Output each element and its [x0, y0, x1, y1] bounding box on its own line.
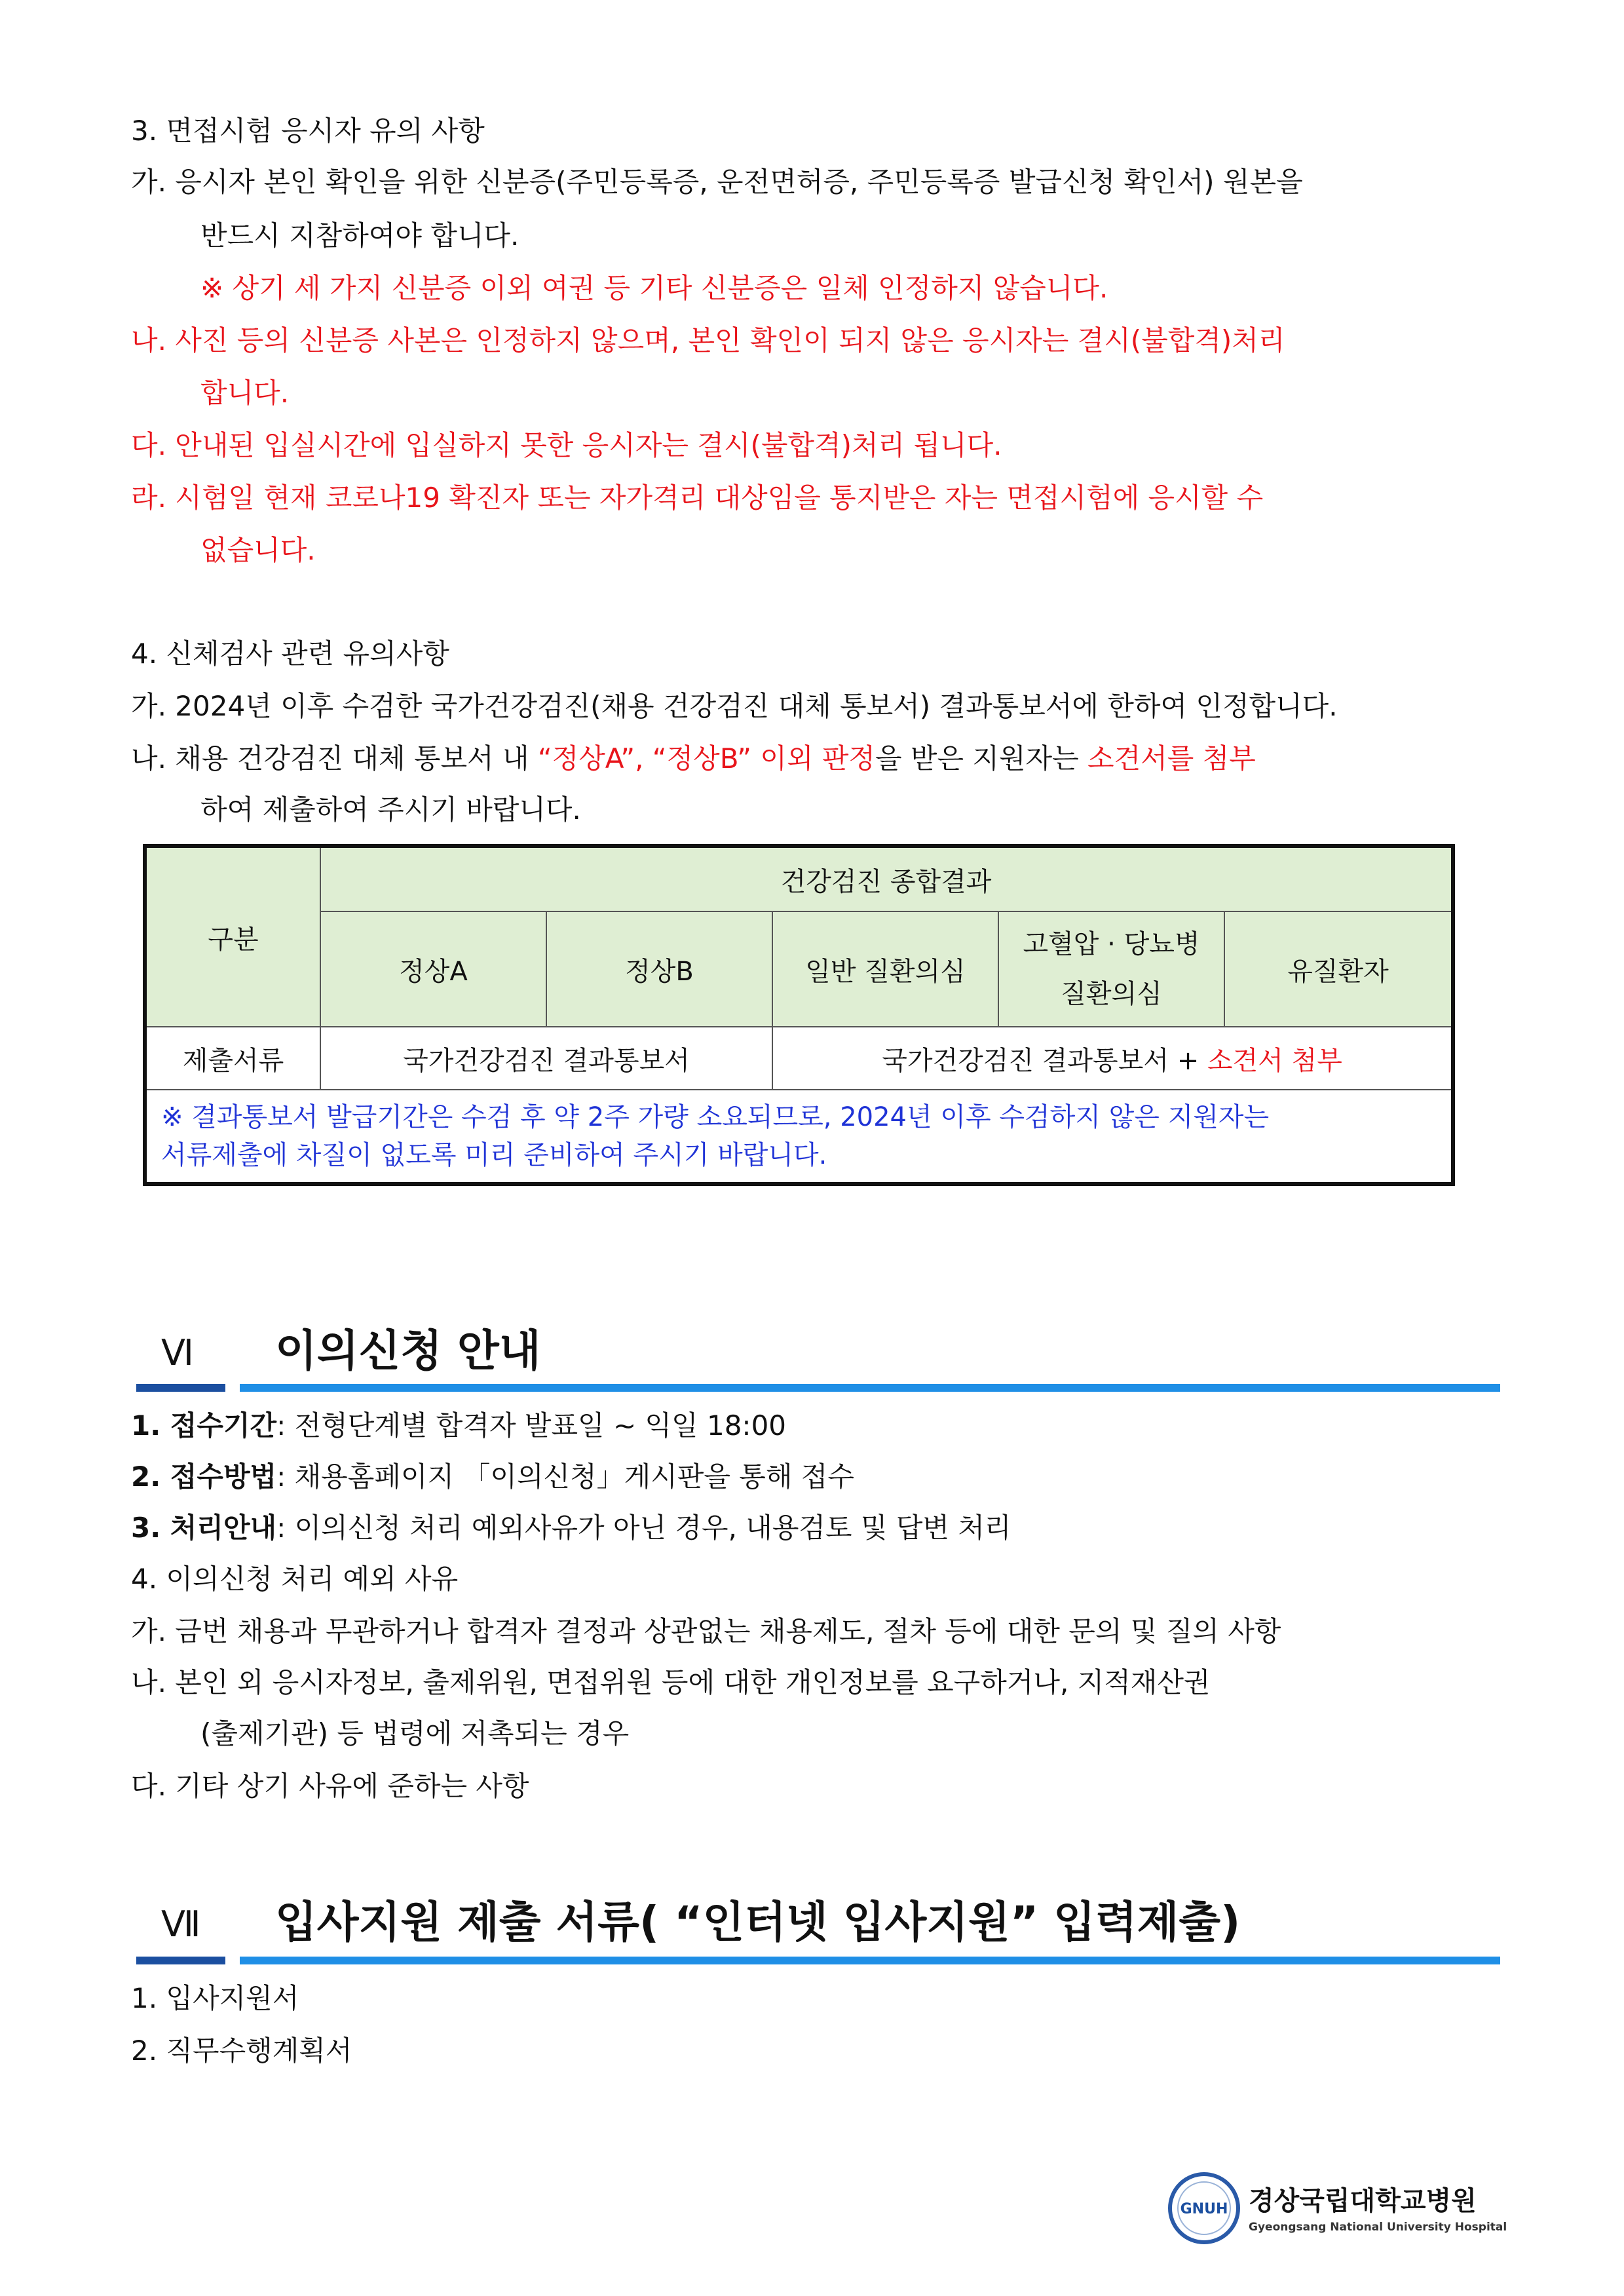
s3-ga-note: ※ 상기 세 가지 신분증 이외 여권 등 기타 신분증은 일체 인정하지 않습니다. — [200, 272, 1108, 304]
table-group-header: 건강검진 종합결과 — [320, 846, 1453, 911]
sec6-na-line1: 나. 본인 외 응시자정보, 출제위원, 면접위원 등에 대한 개인정보를 요구하거나, 지적재산권 — [131, 1666, 1211, 1698]
sec6-underline-short — [136, 1384, 225, 1392]
sec7-underline-short — [136, 1957, 225, 1964]
s4-ga: 가. 2024년 이후 수검한 국가건강검진(채용 건강검진 대체 통보서) 결과통보서에 한하여 인정합니다. — [131, 690, 1338, 722]
s3-na-line1: 나. 사진 등의 신분증 사본은 인정하지 않으며, 본인 확인이 되지 않은 응시자는 결시(불합격)처리 — [131, 324, 1285, 356]
s3-ga-line2: 반드시 지참하여야 합니다. — [200, 220, 519, 252]
logo-english-name: Gyeongsang National University Hospital — [1249, 2221, 1507, 2234]
table-header-hypertension-diabetes — [998, 911, 1224, 1027]
sec6-item2-text: : 채용홈페이지 「이의신청」게시판을 통해 접수 — [276, 1461, 854, 1493]
table-header-hypertension-line2: 질환의심 — [1061, 979, 1162, 1009]
table-cell-other-docs — [772, 1027, 1453, 1090]
sec7-underline-long — [240, 1957, 1500, 1964]
table-header-normal-a: 정상A — [320, 911, 546, 1027]
sec6-underline-long — [240, 1384, 1500, 1392]
s4-na-text-a: 나. 채용 건강검진 대체 통보서 내 — [131, 742, 538, 775]
s3-title: 3. 면접시험 응시자 유의 사항 — [131, 115, 485, 147]
sec6-item3-text: : 이의신청 처리 예외사유가 아닌 경우, 내용검토 및 답변 처리 — [276, 1512, 1011, 1544]
sec6-item1-text: : 전형단계별 합격자 발표일 ~ 익일 18:00 — [276, 1409, 787, 1442]
table-row-label: 제출서류 — [145, 1027, 320, 1090]
sec6-title: 이의신청 안내 — [275, 1326, 541, 1376]
sec6-ga: 가. 금번 채용과 무관하거나 합격자 결정과 상관없는 채용제도, 절차 등에 대한 문의 및 질의 사항 — [131, 1615, 1281, 1647]
s4-na-highlight-judgement: “정상A”, “정상B” 이외 판정 — [537, 742, 875, 775]
sec6-item2 — [131, 1457, 854, 1497]
sec6-item1-label: 1. 접수기간 — [131, 1409, 277, 1442]
table-cell-normal-docs: 국가건강검진 결과통보서 — [320, 1027, 772, 1090]
sec7-title: 입사지원 제출 서류( “인터넷 입사지원” 입력제출) — [275, 1897, 1241, 1947]
sec6-number: Ⅵ — [161, 1332, 194, 1373]
s3-na-line2: 합니다. — [200, 377, 290, 409]
logo-emblem-text: GNUH — [1180, 2201, 1228, 2217]
table-note-line2: 서류제출에 차질이 없도록 미리 준비하여 주시기 바랍니다. — [161, 1140, 827, 1170]
s4-na-highlight-attach: 소견서를 첨부 — [1087, 742, 1256, 775]
s4-title: 4. 신체검사 관련 유의사항 — [131, 638, 449, 670]
table-cell-other-docs-text: 국가건강검진 결과통보서 + — [882, 1045, 1207, 1076]
sec7-item1: 1. 입사지원서 — [131, 1982, 299, 2014]
table-header-normal-b: 정상B — [546, 911, 772, 1027]
hospital-logo — [1166, 2169, 1507, 2248]
hospital-emblem-icon — [1166, 2169, 1507, 2248]
table-note — [145, 1090, 1453, 1184]
table-header-disease-suspect: 일반 질환의심 — [772, 911, 998, 1027]
s3-ga-line1: 가. 응시자 본인 확인을 위한 신분증(주민등록증, 운전면허증, 주민등록증 발급신청 확인서) 원본을 — [131, 166, 1303, 198]
sec7-number: Ⅶ — [161, 1904, 201, 1945]
sec6-item3-label: 3. 처리안내 — [131, 1512, 277, 1544]
table-col-label: 구분 — [145, 846, 320, 1027]
table-header-hypertension-line1: 고혈압 · 당뇨병 — [1023, 929, 1200, 959]
sec6-da: 다. 기타 상기 사유에 준하는 사항 — [131, 1770, 529, 1802]
sec6-item4: 4. 이의신청 처리 예외 사유 — [131, 1563, 459, 1595]
s4-na-line2: 하여 제출하여 주시기 바랍니다. — [200, 794, 581, 826]
logo-korean-name: 경상국립대학교병원 — [1249, 2186, 1477, 2216]
s4-na-text-c: 을 받은 지원자는 — [875, 742, 1088, 775]
s3-ra-line1: 라. 시험일 현재 코로나19 확진자 또는 자가격리 대상임을 통지받은 자는 면접시험에 응시할 수 — [131, 482, 1264, 514]
sec6-item1 — [131, 1406, 786, 1445]
table-cell-other-docs-attach: 소견서 첨부 — [1207, 1045, 1342, 1076]
sec6-item2-label: 2. 접수방법 — [131, 1461, 277, 1493]
table-header-existing-disease: 유질환자 — [1224, 911, 1453, 1027]
s3-da: 다. 안내된 입실시간에 입실하지 못한 응시자는 결시(불합격)처리 됩니다. — [131, 429, 1002, 461]
sec6-na-line2: (출제기관) 등 법령에 저촉되는 경우 — [200, 1717, 630, 1750]
s4-na-line1 — [131, 739, 1256, 778]
table-note-line1: ※ 결과통보서 발급기간은 수검 후 약 2주 가량 소요되므로, 2024년 이후 수검하지 않은 지원자는 — [161, 1102, 1270, 1132]
s3-ra-line2: 없습니다. — [200, 534, 316, 566]
sec6-item3 — [131, 1508, 1011, 1548]
sec7-item2: 2. 직무수행계획서 — [131, 2035, 352, 2067]
health-check-table — [143, 844, 1455, 1186]
